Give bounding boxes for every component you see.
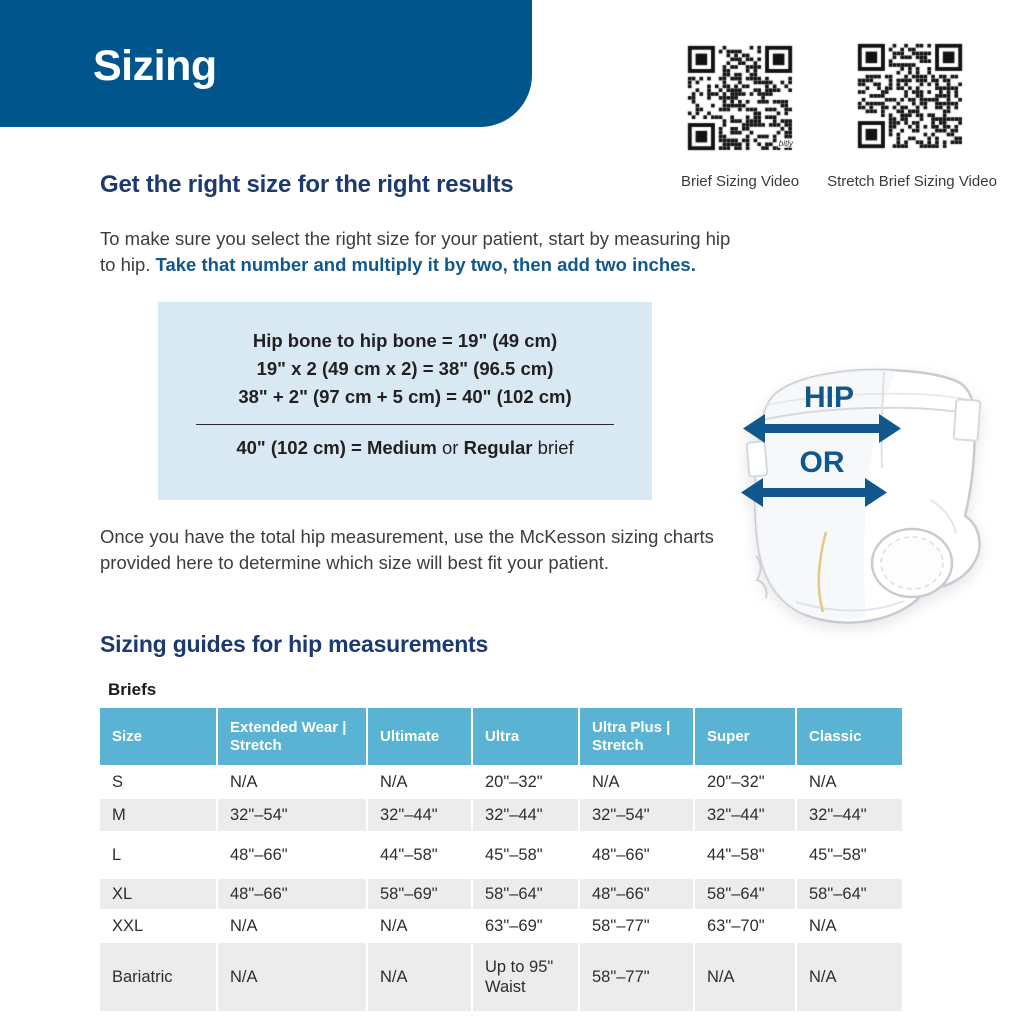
row-size-label: L bbox=[112, 846, 122, 864]
table-cell: N/A bbox=[809, 773, 837, 791]
calc-result-regular: Regular bbox=[463, 437, 533, 458]
table-cell: N/A bbox=[809, 917, 837, 935]
page-title: Sizing bbox=[93, 42, 217, 90]
sizing-table bbox=[100, 708, 902, 1011]
table-row bbox=[100, 909, 902, 943]
table-cell: N/A bbox=[592, 773, 620, 791]
table-cell: 45"–58" bbox=[485, 846, 543, 864]
intro-paragraph bbox=[100, 226, 745, 278]
table-cell: N/A bbox=[695, 943, 797, 1011]
table-cell: 58"–77" bbox=[580, 943, 695, 1011]
followup-paragraph: Once you have the total hip measurement, use the McKesson sizing charts provided here to determine which size will best fit your patient. bbox=[100, 526, 714, 573]
table-cell: N/A bbox=[380, 917, 408, 935]
table-title-briefs: Briefs bbox=[108, 680, 157, 699]
brief-illustration bbox=[726, 350, 1018, 632]
column-header: Size bbox=[100, 708, 218, 765]
table-cell: 32"–54" bbox=[218, 799, 368, 831]
calc-line-3: 38" + 2" (97 cm + 5 cm) = 40" (102 cm) bbox=[238, 386, 572, 407]
table-cell: 20"–32" bbox=[707, 773, 765, 791]
brief-diagram-svg bbox=[726, 350, 1018, 632]
qr-label-stretch-brief-sizing-video: Stretch Brief Sizing Video bbox=[827, 173, 997, 190]
table-cell: Up to 95" Waist bbox=[473, 943, 580, 1011]
row-size-label: S bbox=[112, 773, 124, 791]
table-row bbox=[100, 943, 902, 1011]
table-cell: 58"–64" bbox=[473, 879, 580, 909]
column-header: Ultra bbox=[473, 708, 580, 765]
calc-line-2: 19" x 2 (49 cm x 2) = 38" (96.5 cm) bbox=[256, 358, 554, 379]
row-size-label: XXL bbox=[112, 917, 144, 935]
table-cell: 48"–66" bbox=[218, 879, 368, 909]
page-banner bbox=[0, 0, 532, 127]
table-row bbox=[100, 879, 902, 909]
table-cell: 44"–58" bbox=[380, 846, 438, 864]
intro-text-bold: Take that number and multiply it by two, then add two inches. bbox=[155, 254, 696, 275]
table-cell: N/A bbox=[230, 773, 258, 791]
table-cell: 32"–54" bbox=[580, 799, 695, 831]
table-cell: 58"–69" bbox=[368, 879, 473, 909]
table-cell: 32"–44" bbox=[473, 799, 580, 831]
table-cell: 48"–66" bbox=[230, 846, 288, 864]
table-cell: 63"–70" bbox=[707, 917, 765, 935]
section-heading-right-size: Get the right size for the right results bbox=[100, 171, 514, 198]
left-tab bbox=[747, 441, 768, 476]
table-cell: 20"–32" bbox=[485, 773, 543, 791]
column-header: Ultra Plus | Stretch bbox=[580, 708, 695, 765]
calc-divider-line bbox=[196, 424, 614, 425]
table-cell: 48"–66" bbox=[592, 846, 650, 864]
calc-result-medium: Medium bbox=[366, 437, 437, 458]
table-cell: 32"–44" bbox=[368, 799, 473, 831]
column-header: Super bbox=[695, 708, 797, 765]
table-row bbox=[100, 765, 902, 799]
calc-result-suffix: brief bbox=[532, 437, 574, 458]
calc-result-line bbox=[158, 437, 652, 459]
table-header-row bbox=[100, 708, 902, 765]
intro-text-normal: To make sure you select the right size for your patient, start by measuring hip to hip. bbox=[100, 228, 731, 275]
table-cell: 58"–77" bbox=[592, 917, 650, 935]
hip-label: HIP bbox=[803, 381, 855, 414]
table-row bbox=[100, 799, 902, 831]
table-row bbox=[100, 831, 902, 879]
table-cell: 63"–69" bbox=[485, 917, 543, 935]
table-cell: 45"–58" bbox=[809, 846, 867, 864]
qr-code-brief-sizing-video bbox=[684, 42, 796, 154]
column-header: Extended Wear | Stretch bbox=[218, 708, 368, 765]
right-tab bbox=[954, 399, 981, 441]
row-size-label: M bbox=[100, 799, 218, 831]
qr-code-image bbox=[854, 40, 966, 152]
column-header: Classic bbox=[797, 708, 902, 765]
or-label: OR bbox=[799, 446, 845, 479]
table-cell: N/A bbox=[230, 917, 258, 935]
leg-elastic bbox=[881, 537, 943, 589]
row-size-label: Bariatric bbox=[100, 943, 218, 1011]
qr-code-image bbox=[684, 42, 796, 154]
table-cell: 58"–64" bbox=[809, 885, 867, 903]
table-cell: N/A bbox=[809, 968, 837, 986]
table-cell: 44"–58" bbox=[707, 846, 765, 864]
table-cell: 48"–66" bbox=[580, 879, 695, 909]
column-header: Ultimate bbox=[368, 708, 473, 765]
table-cell: 32"–44" bbox=[695, 799, 797, 831]
table-cell: N/A bbox=[380, 773, 408, 791]
qr-label-brief-sizing-video: Brief Sizing Video bbox=[680, 173, 800, 190]
bitly-watermark: bitly bbox=[778, 139, 793, 148]
calc-result-prefix: 40" (102 cm) = bbox=[236, 437, 367, 458]
table-cell: 32"–44" bbox=[809, 806, 867, 824]
calculation-example-box bbox=[158, 302, 652, 500]
qr-code-stretch-brief-sizing-video bbox=[854, 40, 966, 152]
calc-line-1: Hip bone to hip bone = 19" (49 cm) bbox=[252, 330, 558, 351]
calc-result-or: or bbox=[436, 437, 464, 458]
table-cell: N/A bbox=[368, 943, 473, 1011]
row-size-label: XL bbox=[100, 879, 218, 909]
table-cell: N/A bbox=[218, 943, 368, 1011]
table-cell: 58"–64" bbox=[695, 879, 797, 909]
section-heading-sizing-guides: Sizing guides for hip measurements bbox=[100, 631, 489, 657]
